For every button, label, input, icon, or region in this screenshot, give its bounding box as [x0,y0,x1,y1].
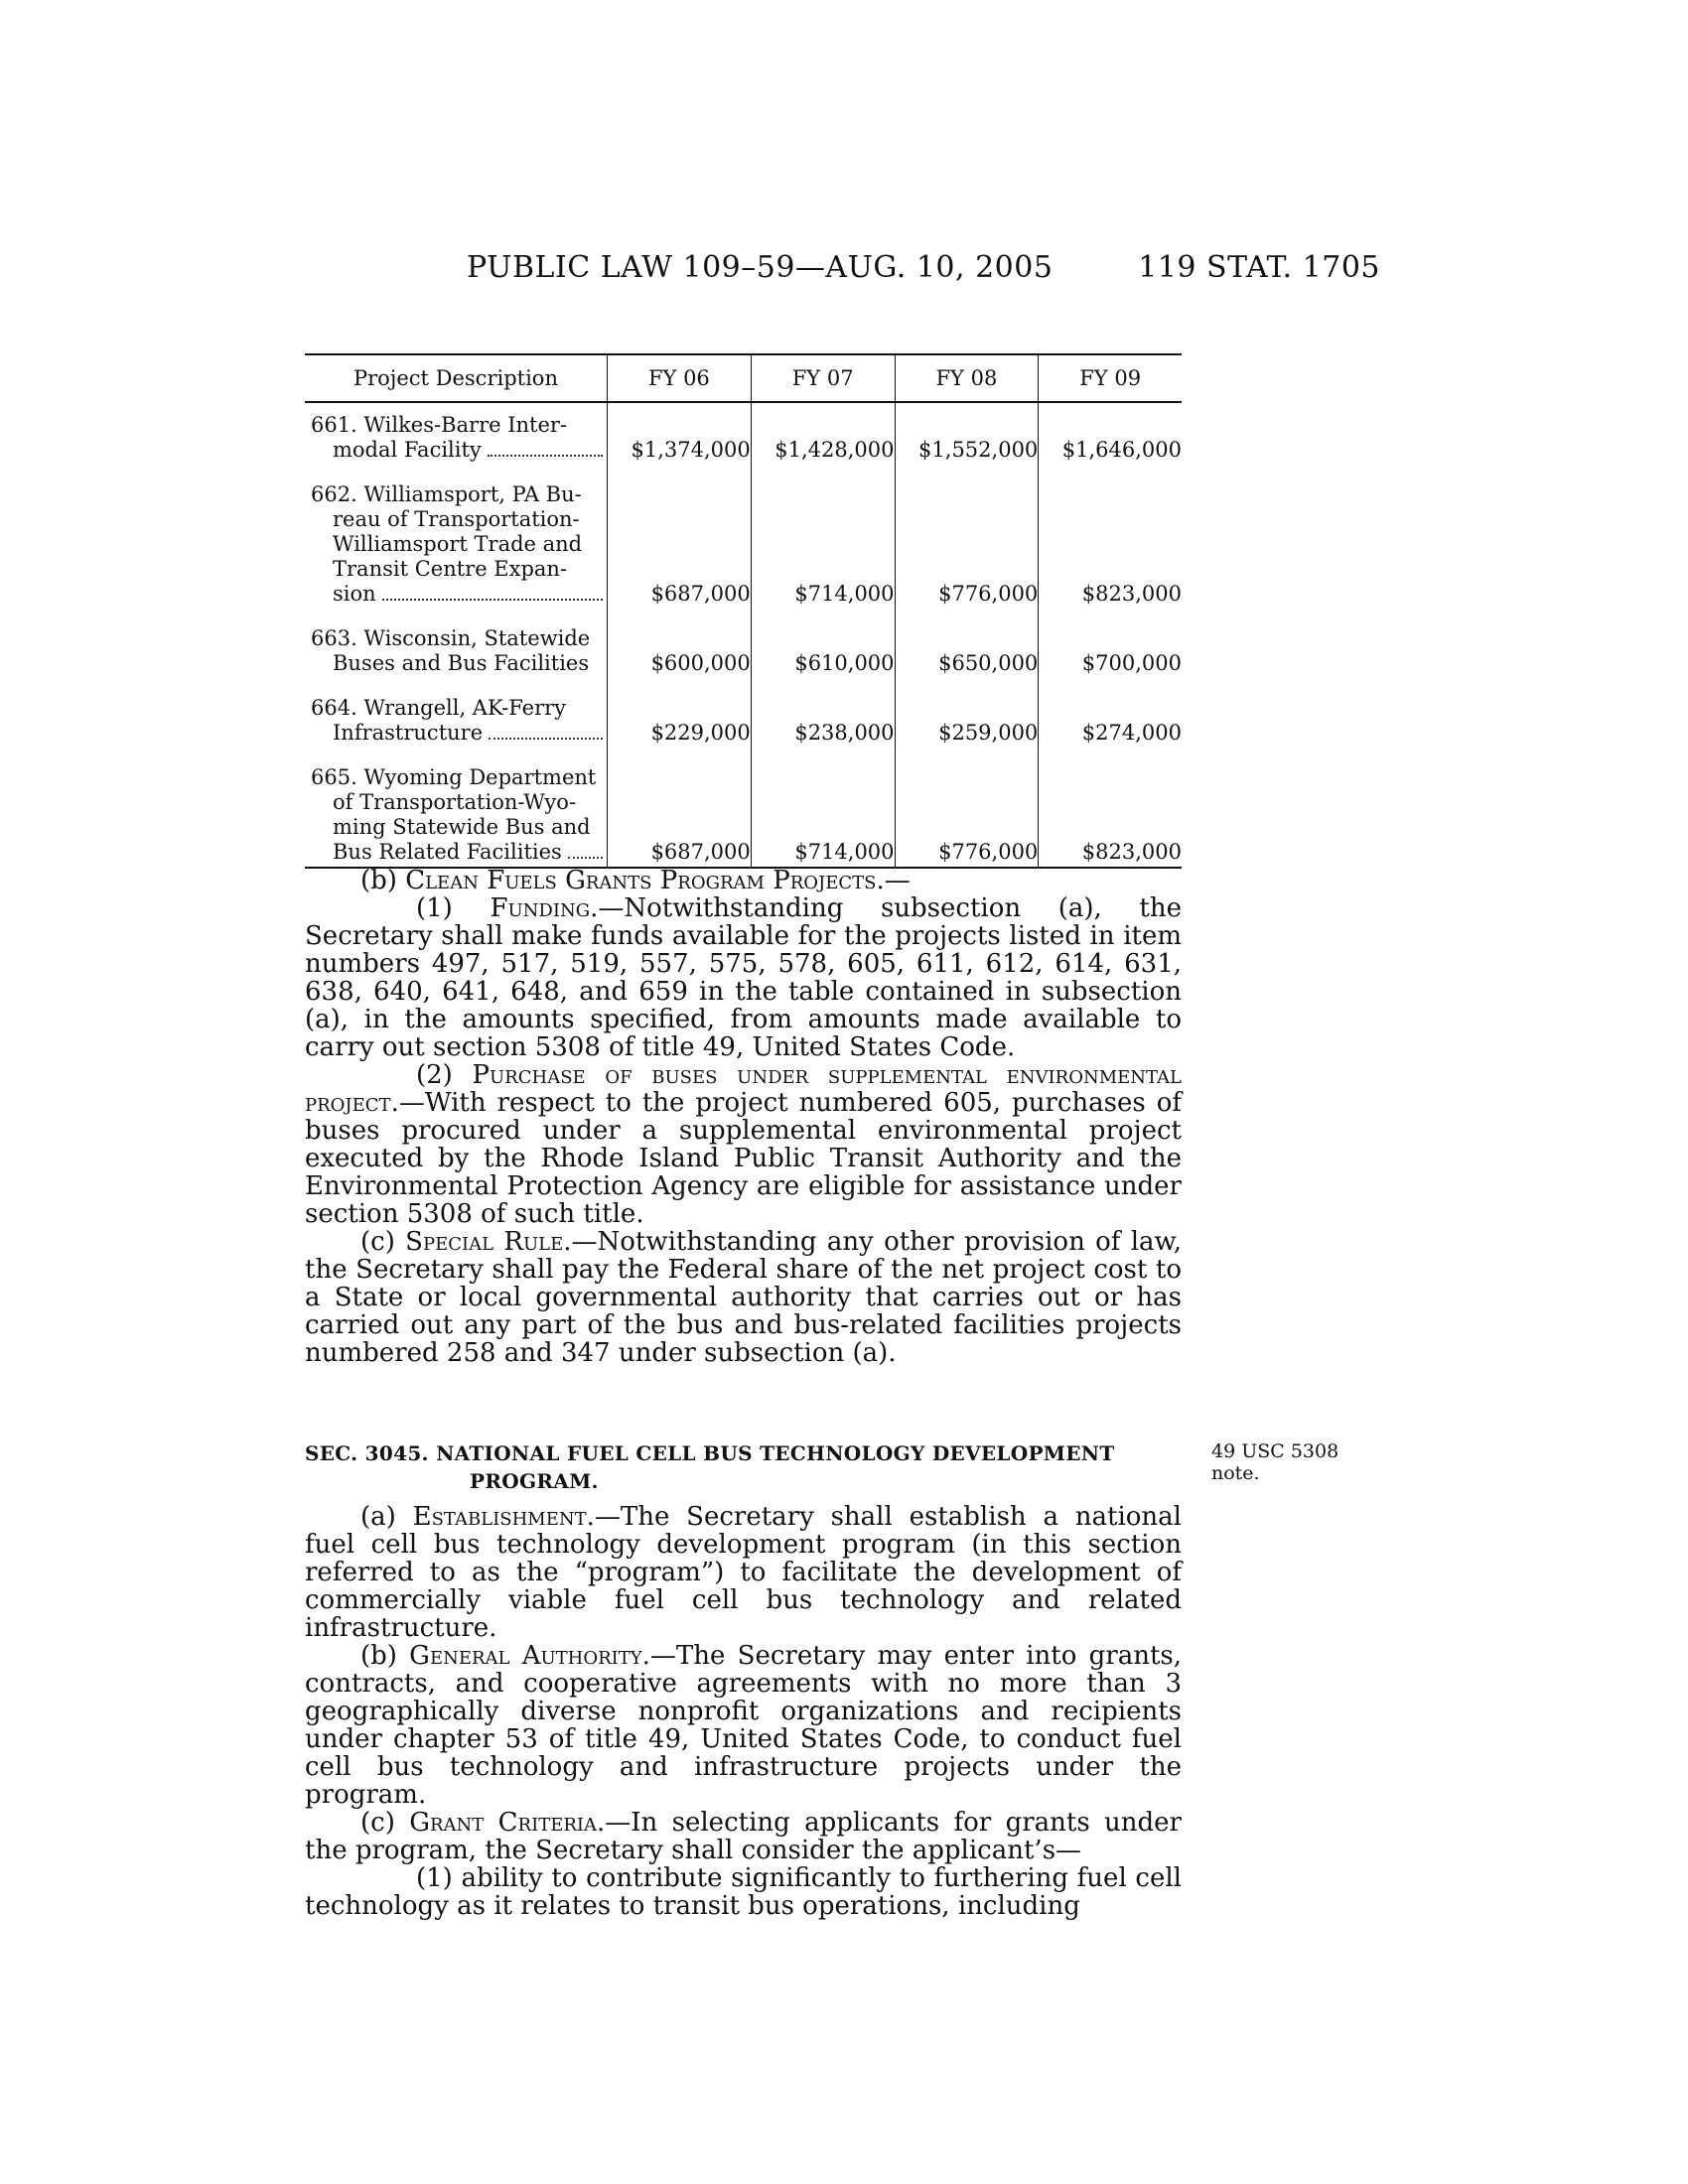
fiscal-year-amount: $687,000 [608,746,752,868]
project-description: 663. Wisconsin, Statewide Buses and Bus Facilities [311,626,591,675]
public-law-citation: PUBLIC LAW 109–59—AUG. 10, 2005 [467,250,1054,285]
fiscal-year-amount: $1,374,000 [608,402,752,463]
dot-leader [488,455,603,457]
fiscal-year-amount: $776,000 [895,463,1039,607]
fiscal-year-amount: $610,000 [751,607,895,676]
subsection-b-heading: (b) Clean Fuels Grants Program Projects.— [360,866,911,895]
fiscal-year-amount: $1,552,000 [895,402,1039,463]
column-header: FY 07 [751,354,895,402]
fiscal-year-amount: $1,646,000 [1039,402,1182,463]
section-3045-heading: SEC. 3045. NATIONAL FUEL CELL BUS TECHNOLOGY DEVELOPMENT PROGRAM. [305,1441,1115,1493]
project-description: 664. Wrangell, AK-Ferry Infrastructure [305,676,608,746]
paragraph-funding: (1) Funding.—Notwithstanding subsection (a), the Secretary shall make funds available for the projects listed in item numbers 497, 517, 519, 557, 575, 578, 605, 611, 612, 614, 631, 638, 640, 641, 648, and 659 in the table contained in subsection (a), in the amounts specified, from amounts made available to carry out section 5308 of title 49, United States Code. [305,893,1182,1062]
project-description: 661. Wilkes-Barre Inter- modal Facility [305,402,608,463]
fiscal-year-amount: $776,000 [895,746,1039,868]
fiscal-year-amount: $238,000 [751,676,895,746]
fiscal-year-amount: $687,000 [608,463,752,607]
section-body-lower [305,1503,1182,1920]
fiscal-year-amount: $1,428,000 [751,402,895,463]
subsection-c-special-rule: (c) Special Rule.—Notwithstanding any other provision of law, the Secretary shall pay the Federal share of the net project cost to a State or local governmental authority that carries out or has carried out any part of the bus and bus-related facilities projects numbered 258 and 347 under subsection (a). [305,1227,1182,1368]
table-body [305,402,1182,868]
column-header: FY 09 [1039,354,1182,402]
column-header: Project Description [305,354,608,402]
fiscal-year-amount: $650,000 [895,607,1039,676]
dot-leader [489,738,603,740]
table-row [305,402,1182,463]
table-row [305,746,1182,868]
paragraph-purchase-of-buses: (2) Purchase of buses under supplemental environmental project.—With respect to the project numbered 605, purchases of buses procured under a supplemental environmental project executed by the Rhode Island Public Transit Authority and the Environmental Protection Agency are eligible for assistance under section 5308 of such title. [305,1060,1183,1229]
subsection-a-establishment: (a) Establishment.—The Secretary shall establish a national fuel cell bus technology development program (in this section referred to as the “program”) to facilitate the development of commercially viable fuel cell bus technology and related infrastructure. [305,1502,1182,1643]
margin-citation-note: 49 USC 5308 note. [1211,1440,1339,1484]
fiscal-year-amount: $714,000 [751,463,895,607]
table-header-row [305,354,1182,402]
dot-leader [382,599,603,601]
fiscal-year-amount: $229,000 [608,676,752,746]
fiscal-year-amount: $714,000 [751,746,895,868]
column-header: FY 08 [895,354,1039,402]
column-header: FY 06 [608,354,752,402]
fiscal-year-amount: $700,000 [1039,607,1182,676]
paragraph-criteria-1: (1) ability to contribute significantly to furthering fuel cell technology as it relates to transit bus operations, including [305,1863,1182,1921]
statute-page-number: 119 STAT. 1705 [1138,250,1380,285]
dot-leader [568,857,603,859]
subsection-c-grant-criteria: (c) Grant Criteria.—In selecting applicants for grants under the program, the Secretary shall consider the applicant’s— [305,1808,1182,1865]
fiscal-year-amount: $259,000 [895,676,1039,746]
fiscal-year-amount: $823,000 [1039,463,1182,607]
table-row [305,607,1182,676]
projects-table [305,353,1182,869]
fiscal-year-amount: $823,000 [1039,746,1182,868]
table-row [305,676,1182,746]
project-description: 665. Wyoming Department of Transportation-Wyo- ming Statewide Bus and Bus Related Facilities [305,746,608,868]
table-row [305,463,1182,607]
subsection-b-general-authority: (b) General Authority.—The Secretary may enter into grants, contracts, and cooperative agreements with no more than 3 geographically diverse nonprofit organizations and recipients under chapter 53 of title 49, United States Code, to conduct fuel cell bus technology and infrastructure projects under the program. [305,1641,1182,1810]
fiscal-year-amount: $274,000 [1039,676,1182,746]
project-description: 662. Williamsport, PA Bu- reau of Transportation- Williamsport Trade and Transit Centre Expan- sion [305,463,608,607]
fiscal-year-amount: $600,000 [608,607,752,676]
section-body-upper [305,867,1182,1367]
